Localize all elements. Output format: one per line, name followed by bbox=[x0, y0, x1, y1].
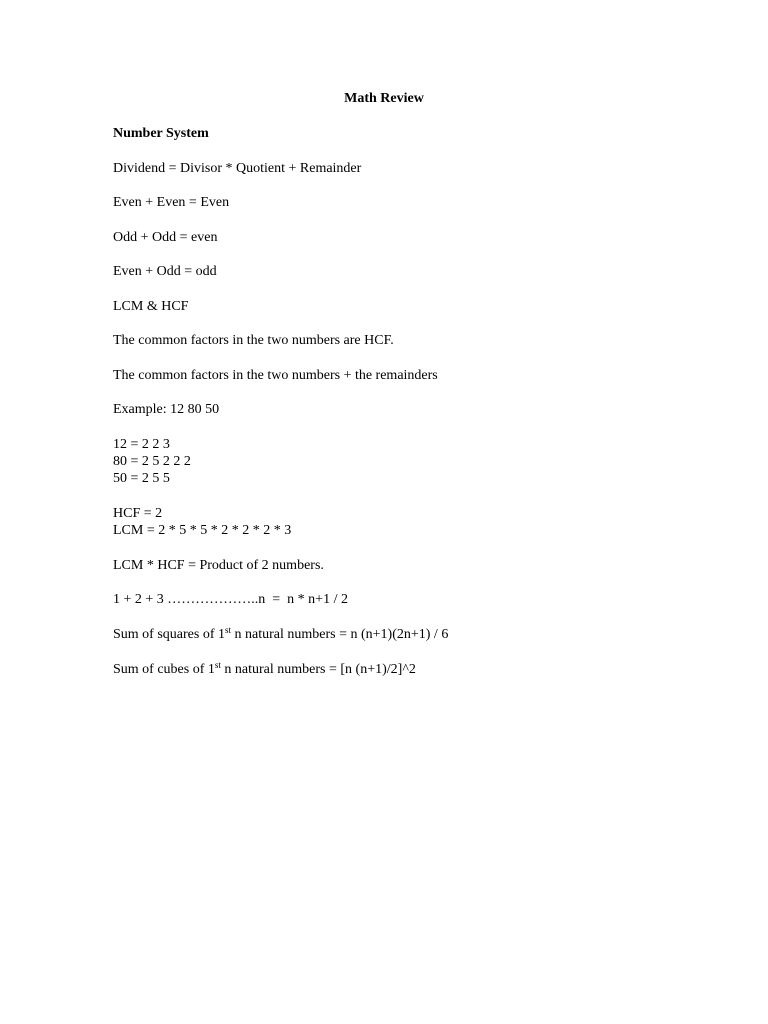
sum-cubes-superscript: st bbox=[214, 660, 221, 670]
hcf-definition-line: The common factors in the two numbers are HCF. bbox=[113, 333, 394, 348]
even-odd-line: Even + Odd = odd bbox=[113, 264, 217, 279]
even-even-line: Even + Even = Even bbox=[113, 195, 230, 210]
example-line: Example: 12 80 50 bbox=[113, 402, 220, 417]
sum-cubes-prefix: Sum of cubes of 1 bbox=[113, 662, 215, 677]
factor-80-line: 80 = 2 5 2 2 2 bbox=[113, 454, 191, 469]
factor-50-line: 50 = 2 5 5 bbox=[113, 471, 170, 486]
hcf-result-line: HCF = 2 bbox=[113, 506, 163, 521]
product-rule-line: LCM * HCF = Product of 2 numbers. bbox=[113, 558, 324, 573]
lcm-definition-line: The common factors in the two numbers + the remainders bbox=[113, 368, 438, 383]
sum-cubes-suffix: n natural numbers = [n (n+1)/2]^2 bbox=[220, 662, 416, 677]
sum-squares-prefix: Sum of squares of 1 bbox=[113, 627, 225, 642]
sum-series-line: 1 + 2 + 3 ………………..n = n * n+1 / 2 bbox=[113, 592, 348, 607]
odd-odd-line: Odd + Odd = even bbox=[113, 230, 218, 245]
sum-squares-superscript: st bbox=[225, 625, 232, 635]
factor-12-line: 12 = 2 2 3 bbox=[113, 437, 170, 452]
section-heading: Number System bbox=[113, 126, 209, 141]
sum-squares-line bbox=[113, 627, 448, 643]
lcm-hcf-heading: LCM & HCF bbox=[113, 299, 189, 314]
lcm-result-line: LCM = 2 * 5 * 5 * 2 * 2 * 2 * 3 bbox=[113, 523, 292, 538]
sum-cubes-line bbox=[113, 662, 416, 678]
document-title: Math Review bbox=[344, 91, 424, 106]
division-rule-line: Dividend = Divisor * Quotient + Remainder bbox=[113, 161, 362, 176]
sum-squares-suffix: n natural numbers = n (n+1)(2n+1) / 6 bbox=[231, 627, 449, 642]
